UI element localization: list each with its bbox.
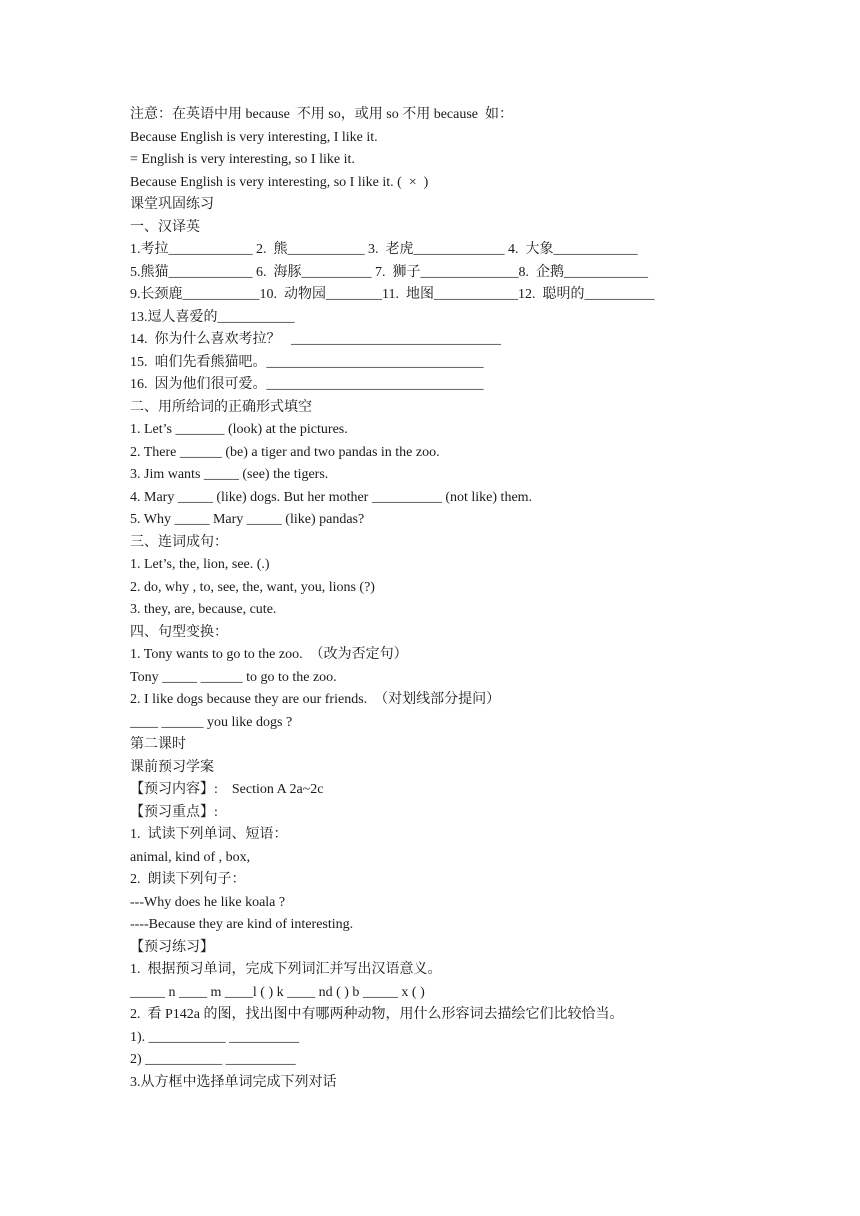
transform-1-prompt: 1. Tony wants to go to the zoo. （改为否定句）: [130, 647, 408, 662]
preview-exercise-2: 2. 看 P142a 的图，找出图中有哪两种动物，用什么形容词去描绘它们比较恰当。: [130, 1007, 624, 1022]
transform-2-prompt: 2. I like dogs because they are our friends. （对划线部分提问）: [130, 692, 501, 707]
part-heading-translate: 一、汉译英: [130, 219, 200, 235]
lesson-two-heading: 第二课时: [130, 737, 186, 752]
translate-row-4: 13.逗人喜爱的___________: [130, 309, 295, 325]
preview-dialogue-answer: ----Because they are kind of interesting.: [130, 917, 354, 932]
document-page: [130, 104, 830, 1094]
preview-exercise-1: 1. 根据预习单词，完成下列词汇并写出汉语意义。: [130, 962, 442, 977]
example-sentence-1: Because English is very interesting, I like it.: [130, 129, 378, 145]
fill-blank-2: 2. There ______ (be) a tiger and two pandas in the zoo.: [130, 444, 440, 460]
preview-exercise-3: 3.从方框中选择单词完成下列对话: [130, 1074, 337, 1090]
part-heading-word-order: 三、连词成句：: [130, 534, 228, 550]
word-order-1: 1. Let’s, the, lion, see. (.): [130, 557, 270, 572]
preview-words: animal, kind of , box,: [130, 849, 251, 865]
part-heading-fill-blanks: 二、用所给词的正确形式填空: [130, 399, 312, 415]
note-because-so: 注意：在英语中用 because 不用 so，或用 so 不用 because 如：: [130, 107, 514, 122]
preview-dialogue-question: ---Why does he like koala ?: [130, 894, 286, 910]
transform-2-answer: ____ ______ you like dogs ?: [130, 714, 293, 730]
preview-content: 【预习内容】: Section A 2a~2c: [130, 782, 324, 797]
translate-row-1: 1.考拉____________ 2. 熊___________ 3. 老虎_____________ 4. 大象____________: [130, 242, 638, 257]
preview-plan-heading: 课前预习学案: [130, 759, 214, 775]
translate-sentence-14: 14. 你为什么喜欢考拉？ ______________________________: [130, 332, 501, 347]
preview-exercise-1-blanks: _____ n ____ m ____l ( ) k ____ nd ( ) b _____ x ( ): [130, 984, 425, 1000]
preview-exercise-2-answer-2: 2) ___________ __________: [130, 1052, 296, 1067]
fill-blank-4: 4. Mary _____ (like) dogs. But her mother __________ (not like) them.: [130, 489, 533, 505]
section-heading-class-practice: 课堂巩固练习: [130, 197, 214, 212]
preview-focus-1: 1. 试读下列单词、短语：: [130, 827, 288, 842]
word-order-3: 3. they, are, because, cute.: [130, 602, 277, 617]
fill-blank-5: 5. Why _____ Mary _____ (like) pandas?: [130, 512, 365, 527]
fill-blank-3: 3. Jim wants _____ (see) the tigers.: [130, 467, 329, 482]
translate-sentence-15: 15. 咱们先看熊猫吧。_______________________________: [130, 354, 484, 370]
transform-1-answer: Tony _____ ______ to go to the zoo.: [130, 669, 337, 685]
preview-focus-2: 2. 朗读下列句子：: [130, 872, 246, 887]
preview-exercise-2-answer-1: 1). ___________ __________: [130, 1029, 300, 1045]
preview-exercise-heading: 【预习练习】: [130, 939, 214, 955]
preview-focus-heading: 【预习重点】:: [130, 804, 218, 820]
fill-blank-1: 1. Let’s _______ (look) at the pictures.: [130, 422, 348, 437]
example-sentence-wrong: Because English is very interesting, so I like it. ( × ): [130, 174, 429, 190]
translate-row-2: 5.熊猫____________ 6. 海豚__________ 7. 狮子______________8. 企鹅____________: [130, 264, 648, 280]
example-sentence-2: = English is very interesting, so I like it.: [130, 152, 355, 167]
translate-row-3: 9.长颈鹿___________10. 动物园________11. 地图____________12. 聪明的__________: [130, 287, 655, 302]
translate-sentence-16: 16. 因为他们很可爱。_______________________________: [130, 377, 484, 392]
word-order-2: 2. do, why , to, see, the, want, you, lions (?): [130, 579, 375, 595]
part-heading-transform: 四、句型变换：: [130, 624, 228, 640]
